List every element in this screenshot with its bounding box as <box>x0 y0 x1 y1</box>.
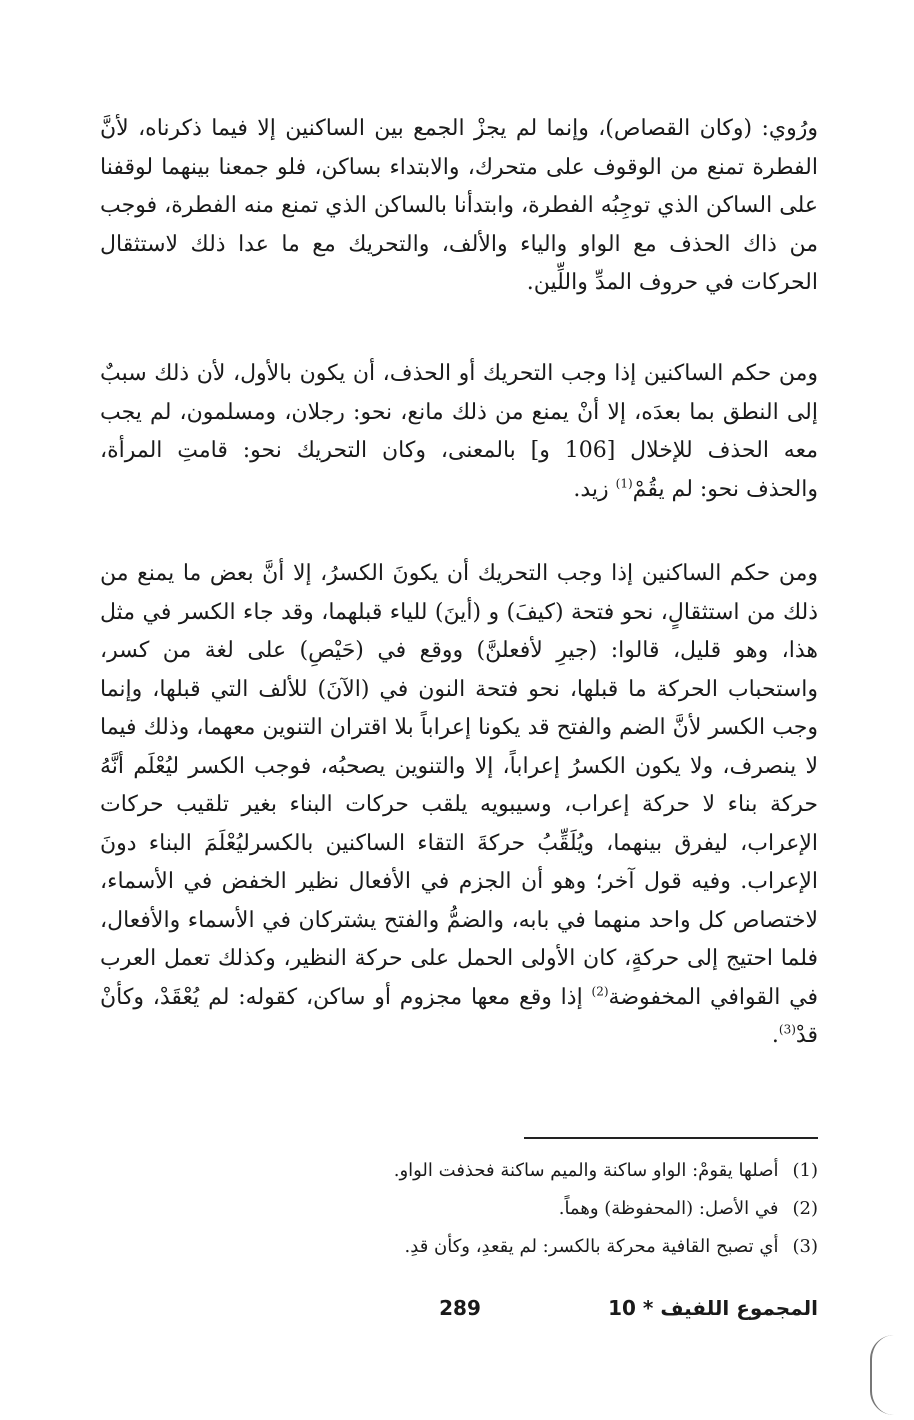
page-edge-mark <box>870 1335 896 1415</box>
paragraph-3 <box>100 555 818 1056</box>
footnote-2 <box>120 1190 818 1228</box>
paragraph-2-text-after: زيد. <box>573 476 616 502</box>
footnote-2-number: (2) <box>792 1198 818 1219</box>
footnote-separator <box>524 1137 818 1139</box>
paragraph-3-text-middle: إذا وقع معها مجزوم أو ساكن، كقوله: لم يُعْقَدْ، وكأنْ قدْ <box>100 984 818 1048</box>
footnote-ref-1: (1) <box>615 476 633 491</box>
footnote-ref-3: (3) <box>778 1022 796 1037</box>
paragraph-3-text-before: ومن حكم الساكنين إذا وجب التحريك أن يكونَ الكسرُ، إلا أنَّ بعض ما يمنع من ذلك من استثقالٍ، نحو فتحة (كيفَ) و (أينَ) للياء قبلهما، وقد جاء الكسر في مثل هذا، وهو قليل، قالوا: (جيرِ لأفعلنَّ) ووقع في (حَيْصِ) على لغة من كسر، واستحباب الحركة ما قبلها، نحو فتحة النون في (الآنَ) للألف التي قبلها، وإنما وجب الكسر لأنَّ الضم والفتح قد يكونا إعراباً بلا اقتران التنوين معهما، وذلك فيما لا ينصرف، ولا يكون الكسرُ إعراباً، إلا والتنوين يصحبُه، فوجب الكسر ليُعْلَم أنَّهُ حركة بناء لا حركة إعراب، وسيبويه يلقب حركات البناء بغير تلقيب حركات الإعراب، ليفرق بينهما، ويُلَقِّبُ حركةَ التقاء الساكنين بالكسرليُعْلَمَ البناء دونَ الإعراب. وفيه قول آخر؛ وهو أن الجزم في الأفعال نظير الخفض في الأسماء، لاختصاص كل واحد منهما في بابه، والضمُّ والفتح يشتركان في الأسماء والأفعال، فلما احتيج إلى حركةٍ، كان الأولى الحمل على حركة النظير، وكذلك تعمل العرب في القوافي المخفوضة <box>100 561 818 1010</box>
paragraph-2 <box>100 355 818 509</box>
footnote-3 <box>120 1228 818 1266</box>
page-footer <box>100 1296 818 1326</box>
running-title: المجموع اللفيف * 10 <box>608 1296 818 1320</box>
footnote-ref-2: (2) <box>591 984 609 999</box>
page-number: 289 <box>439 1296 481 1320</box>
footnote-1-number: (1) <box>792 1160 818 1181</box>
footnote-1 <box>120 1152 818 1190</box>
footnote-3-number: (3) <box>792 1236 818 1257</box>
paragraph-1 <box>100 110 818 303</box>
footnote-3-text: أي تصبح القافية محركة بالكسر: لم يقعدِ، وكأن قدِ. <box>404 1236 779 1257</box>
paragraph-2-text-before: ومن حكم الساكنين إذا وجب التحريك أو الحذف، أن يكون بالأول، لأن ذلك سببٌ إلى النطق بما بعدَه، إلا أنْ يمنع من ذلك مانع، نحو: رجلان، ومسلمون، لم يجب معه الحذف للإخلال [106 و] بالمعنى، وكان التحريك نحو: قامتِ المرأة، والحذف نحو: لم يقُمْ <box>100 361 818 502</box>
paragraph-1-text: ورُوي: (وكان القصاص)، وإنما لم يجزْ الجمع بين الساكنين إلا فيما ذكرناه، لأنَّ الفطرة تمنع من الوقوف على متحرك، والابتداء بساكن، فلو جمعنا بينهما لوقفنا على الساكن الذي توجِبُه الفطرة، وابتدأنا بالساكن الذي تمنع منه الفطرة، فوجب من ذاك الحذف مع الواو والياء والألف، والتحريك مع ما عدا ذلك لاستثقال الحركات في حروف المدِّ واللِّين. <box>100 116 818 295</box>
footnote-2-text: في الأصل: (المحفوظة) وهماً. <box>558 1198 779 1219</box>
paragraph-3-text-after: . <box>771 1023 779 1048</box>
footnotes <box>120 1152 818 1266</box>
footnote-1-text: أصلها يقومْ: الواو ساكنة والميم ساكنة فحذفت الواو. <box>393 1160 779 1181</box>
